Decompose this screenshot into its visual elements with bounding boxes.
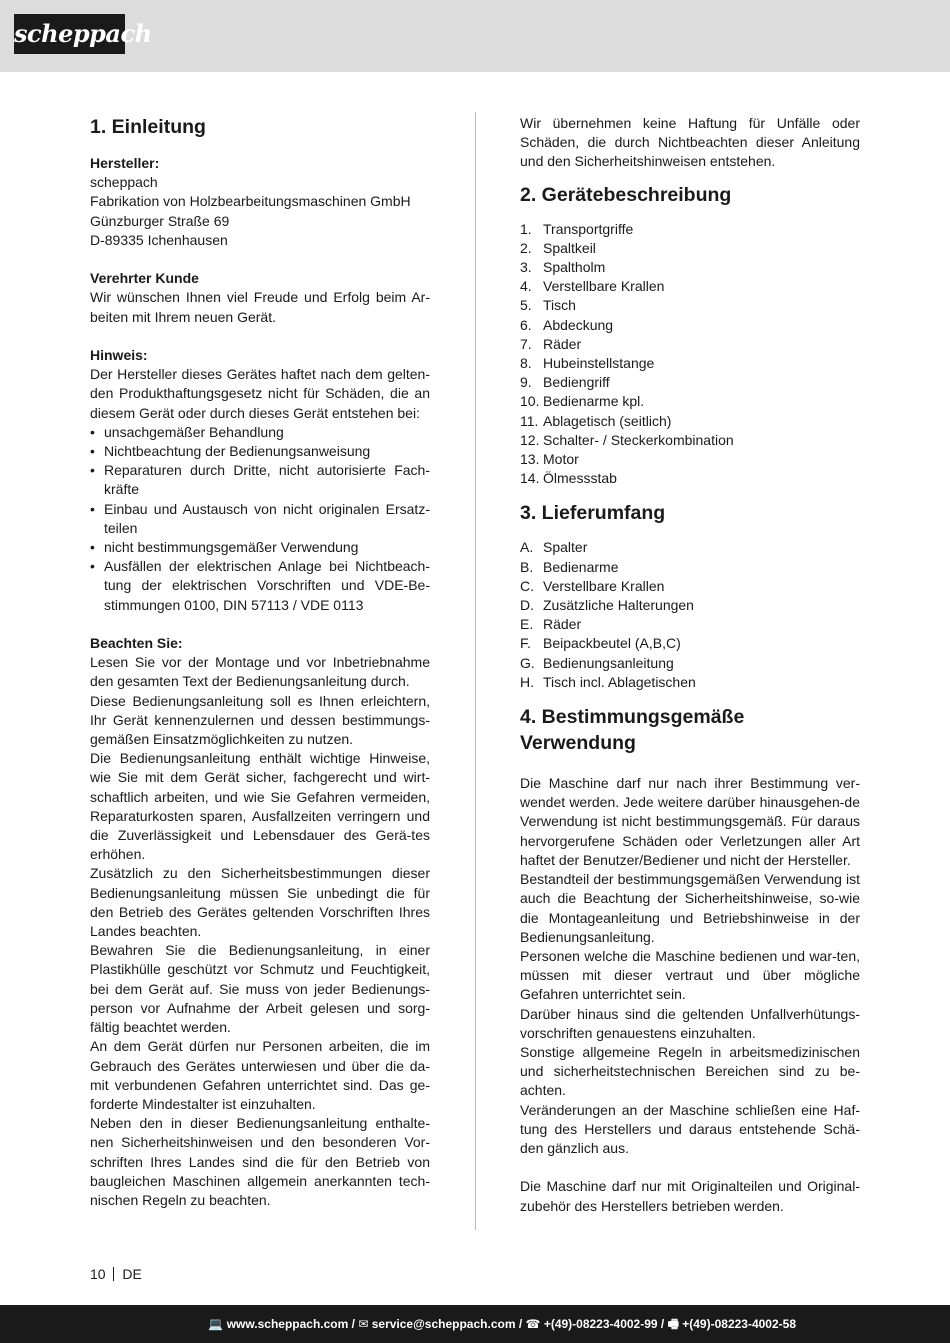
customer-label: Verehrter Kunde [90, 270, 199, 287]
list-item: 8. Hubeinstellstange [520, 355, 655, 372]
paragraph: Sonstige allgemeine Regeln in arbeitsmedizinischen und sicherheitstechnischen Bereichen sind zu be-achten. [520, 1043, 860, 1099]
manufacturer-address [90, 173, 430, 250]
fax-number: +(49)-08223-4002-58 [682, 1317, 796, 1331]
paragraph: Neben den in dieser Bedienungsanleitung enthalte-nen Sicherheitshinweisen und den besonderen Vor-schriften Ihres Landes sind die für den Betrieb von baugleichen Maschinen allgemein anerkannten tech-nischen Regeln zu beachten. [90, 1115, 430, 1208]
list-item: B. Bedienarme [520, 558, 619, 575]
list-item: • unsachgemäßer Behandlung [90, 423, 430, 442]
computer-icon: 💻 [208, 1317, 224, 1331]
note-bullet-list [90, 423, 430, 615]
paragraph: Die Bedienungsanleitung enthält wichtige Hinweise, wie Sie mit dem Gerät sicher, fachgerecht und wirt-schaftlich arbeiten, und wie Sie Gefahren vermeiden, Reparaturkosten sparen, Ausfallzeiten verringern und die Zuverlässigkeit und Lebensdauer des Gerä-tes erhöhen. [90, 750, 430, 863]
paragraph: Personen welche die Maschine bedienen und war-ten, müssen mit dieser vertraut und über mögliche Gefahren unterrichtet sein. [520, 947, 860, 1003]
list-item: D. Zusätzliche Halterungen [520, 597, 694, 614]
paragraph: Bewahren Sie die Bedienungsanleitung, in einer Plastikhülle geschützt vor Schmutz und Feuchtigkeit, bei dem Gerät auf. Sie muss von jeder Bedienungs-person vor Aufnahme der Arbeit gelesen und sorg-fältig beachtet werden. [90, 942, 430, 1036]
right-column [520, 114, 860, 1216]
page-number-value: 10 [90, 1266, 106, 1282]
list-item: • Einbau und Austausch von nicht originalen Ersatz-teilen [90, 500, 430, 538]
page-language: DE [122, 1266, 142, 1282]
list-item: G. Bedienungsanleitung [520, 654, 674, 671]
address-line: Günzburger Straße 69 [90, 212, 230, 229]
list-item: 14. Ölmessstab [520, 470, 617, 487]
list-item: • Ausfällen der elektrischen Anlage bei Nichtbeach-tung der elektrischen Vorschriften und VDE-Be-stimmungen 0100, DIN 57113 / VDE 0113 [90, 557, 430, 615]
paragraph: Lesen Sie vor der Montage und vor Inbetriebnahme den gesamten Text der Bedienungsanleitung durch. [90, 654, 430, 690]
section-2-heading: 2. Gerätebeschreibung [520, 183, 732, 206]
list-item: 2. Spaltkeil [520, 239, 596, 256]
list-item: 9. Bediengriff [520, 374, 610, 391]
fax-icon: 🖷 [667, 1317, 679, 1331]
email-icon: ✉ [358, 1317, 369, 1331]
paragraph: Darüber hinaus sind die geltenden Unfallverhütungs-vorschriften genauestens einzuhalten. [520, 1005, 860, 1041]
scheppach-logo: scheppach [14, 14, 125, 54]
list-item: 12. Schalter- / Steckerkombination [520, 431, 734, 448]
paragraph: Die Maschine darf nur mit Originalteilen und Original-zubehör des Herstellers betrieben werden. [520, 1178, 860, 1214]
phone-icon: ☎ [525, 1317, 541, 1331]
list-item: F. Beipackbeutel (A,B,C) [520, 635, 681, 652]
section-1-heading: 1. Einleitung [90, 116, 206, 138]
list-item: • nicht bestimmungsgemäßer Verwendung [90, 538, 430, 557]
column-divider [475, 112, 476, 1230]
list-item: A. Spalter [520, 539, 588, 556]
page-header [0, 0, 950, 72]
list-item: 7. Räder [520, 335, 582, 352]
phone-number: +(49)-08223-4002-99 [543, 1317, 658, 1331]
address-line: scheppach [90, 174, 158, 191]
paragraph: Die Maschine darf nur nach ihrer Bestimmung ver-wendet werden. Jede weitere darüber hinausgehen-de Verwendung ist nicht bestimmungsgemäß. Für daraus hervorgerufene Schäden oder Verletzungen aller Art haftet der Benutzer/Bediener und nicht der Hersteller. [520, 775, 860, 868]
address-line: D-89335 Ichenhausen [90, 231, 228, 248]
website-link[interactable]: www.scheppach.com [226, 1317, 349, 1331]
note-text: Der Hersteller dieses Gerätes haftet nach dem gelten-den Produkthaftungsgesetz nicht für Schäden, die an diesem Gerät oder durch dieses Gerät entstehen bei: [90, 366, 430, 421]
list-item: C. Verstellbare Krallen [520, 577, 665, 594]
email-link[interactable]: service@scheppach.com [371, 1317, 516, 1331]
list-item: • Nichtbeachtung der Bedienungsanweisung [90, 442, 430, 461]
list-item: 1. Transportgriffe [520, 220, 634, 237]
list-item: 6. Abdeckung [520, 316, 614, 333]
list-item: 11. Ablagetisch (seitlich) [520, 412, 672, 429]
list-item: 4. Verstellbare Krallen [520, 278, 665, 295]
list-item: 5. Tisch [520, 297, 576, 314]
list-item: 3. Spaltholm [520, 259, 606, 276]
list-item: 10. Bedienarme kpl. [520, 393, 645, 410]
attention-label: Beachten Sie: [90, 635, 183, 652]
list-item: • Reparaturen durch Dritte, nicht autorisierte Fach-kräfte [90, 461, 430, 499]
paragraph: Diese Bedienungsanleitung soll es Ihnen erleichtern, Ihr Gerät kennenzulernen und dessen bestimmungs-gemäßen Einsatzmöglichkeiten zu nutzen. [90, 692, 430, 748]
section-4-heading: 4. Bestimmungsgemäße Verwendung [520, 706, 745, 755]
address-line: Fabrikation von Holzbearbeitungsmaschinen GmbH [90, 193, 411, 210]
page-footer: 💻 www.scheppach.com / ✉ service@scheppach.com / ☎ +(49)-08223-4002-99 / 🖷 +(49)-08223-4002-58 [0, 1305, 950, 1343]
left-column [90, 114, 430, 1210]
section-3-heading: 3. Lieferumfang [520, 502, 666, 525]
list-item: E. Räder [520, 616, 582, 633]
liability-intro: Wir übernehmen keine Haftung für Unfälle oder Schäden, die durch Nichtbeachten dieser Anleitung und den Sicherheitshinweisen entstehen. [520, 115, 860, 170]
note-label: Hinweis: [90, 347, 148, 363]
manufacturer-label: Hersteller: [90, 155, 160, 171]
paragraph: Zusätzlich zu den Sicherheitsbestimmungen dieser Bedienungsanleitung müssen Sie unbedingt die für den Betrieb des Gerätes geltenden Vorschriften Ihres Landes beachten. [90, 865, 430, 940]
paragraph: An dem Gerät dürfen nur Personen arbeiten, die im Gebrauch des Gerätes unterwiesen und über die da-mit verbundenen Gefahren unterrichtet sind. Das ge-forderte Mindestalter ist einzuhalten. [90, 1038, 430, 1112]
paragraph: Veränderungen an der Maschine schließen eine Haf-tung des Herstellers und daraus entstehende Schä-den gänzlich aus. [520, 1101, 860, 1156]
delivery-scope-list [520, 538, 860, 692]
list-item: H. Tisch incl. Ablagetischen [520, 673, 696, 690]
list-item: 13. Motor [520, 451, 579, 468]
customer-text: Wir wünschen Ihnen viel Freude und Erfolg beim Ar-beiten mit Ihrem neuen Gerät. [90, 289, 430, 325]
page-number [90, 1265, 142, 1283]
device-description-list [520, 220, 860, 489]
paragraph: Bestandteil der bestimmungsgemäßen Verwendung ist auch die Beachtung der Sicherheitshinweise, so-wie die Montageanleitung und Betriebshinweise in der Bedienungsanleitung. [520, 871, 860, 945]
